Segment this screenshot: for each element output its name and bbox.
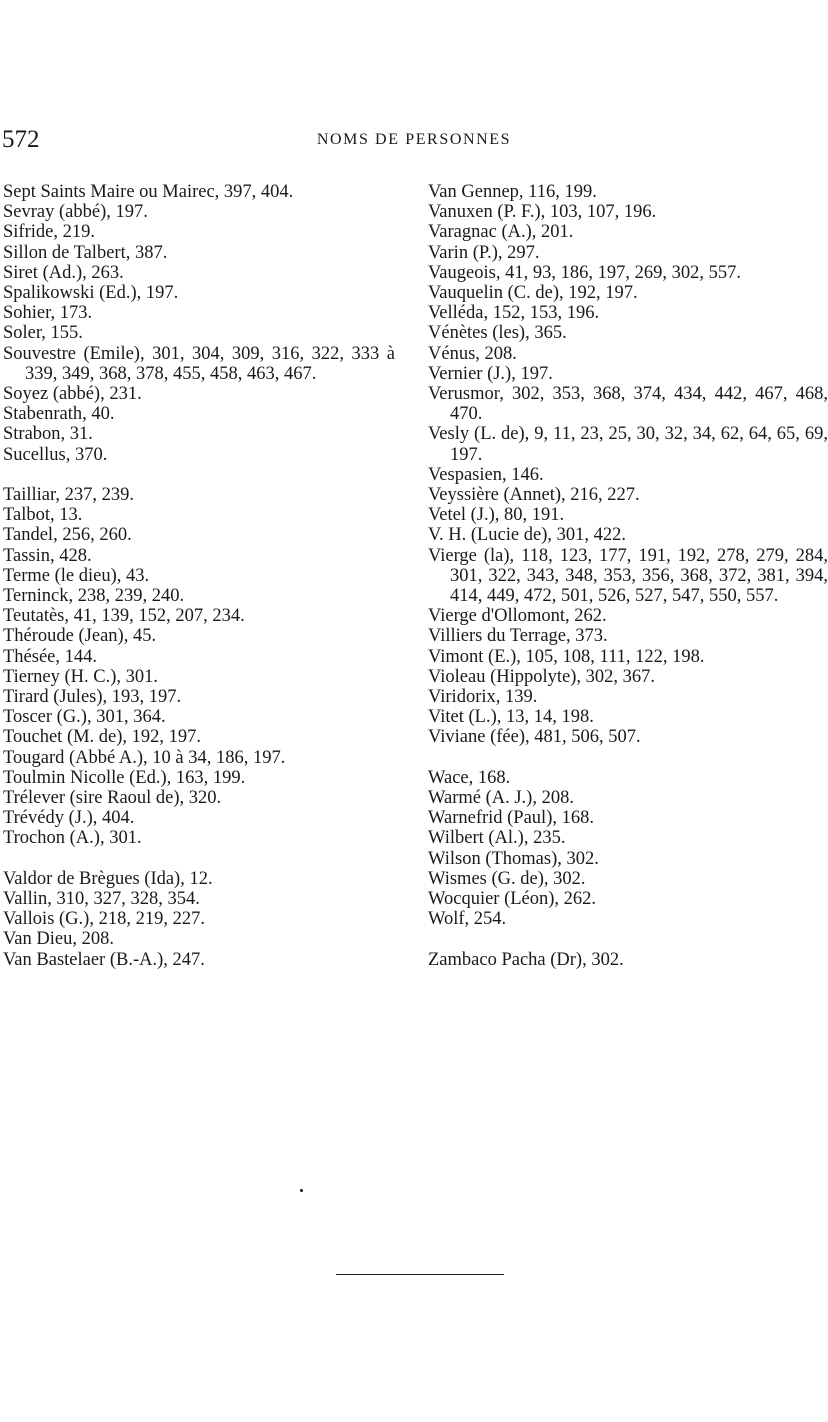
index-entry: Spalikowski (Ed.), 197. [3,283,179,304]
index-entry: Vetel (J.), 80, 191. [428,505,565,526]
index-entry: Wismes (G. de), 302. [428,868,586,889]
index-entry: Wolf, 254. [428,909,507,930]
index-entry: Wace, 168. [428,767,511,788]
index-entry: Vauquelin (C. de), 192, 197. [428,283,638,304]
letter-group-gap [3,849,395,869]
index-entry: Warmé (A. J.), 208. [428,788,574,809]
index-column-left [3,182,395,970]
index-entry: Vierge d'Ollomont, 262. [428,606,607,627]
index-entry: Valdor de Brègues (Ida), 12. [3,868,213,889]
end-rule [336,1274,504,1275]
index-entry: Trochon (A.), 301. [3,828,142,849]
index-entry: Talbot, 13. [3,505,83,526]
index-entry: Viviane (fée), 481, 506, 507. [428,727,641,748]
index-entry: Violeau (Hippolyte), 302, 367. [428,666,656,687]
index-entry: Wilbert (Al.), 235. [428,828,566,849]
page-number: 572 [2,126,40,153]
index-entry: Van Bastelaer (B.-A.), 247. [3,949,205,970]
index-entry: Van Gennep, 116, 199. [428,182,597,202]
index-entry: Sucellus, 370. [3,444,108,465]
index-entry: Viridorix, 139. [428,687,538,708]
index-entry: Toulmin Nicolle (Ed.), 163, 199. [3,767,246,788]
index-entry: Tailliar, 237, 239. [3,485,135,506]
running-title: NOMS DE PERSONNES [316,131,512,148]
index-entry: Wocquier (Léon), 262. [428,889,597,910]
index-entry: V. H. (Lucie de), 301, 422. [428,525,626,546]
index-entry: Velléda, 152, 153, 196. [428,303,600,324]
index-entry: Van Dieu, 208. [3,929,114,950]
index-entry: Teutatès, 41, 139, 152, 207, 234. [3,606,245,627]
index-entry: Souvestre (Emile), 301, 304, 309, 316, 322, 333 à 339, 349, 368, 378, 455, 458, 463, 467. [3,343,395,384]
index-entry: Trélever (sire Raoul de), 320. [3,788,222,809]
index-entry: Thésée, 144. [3,646,98,667]
index-entry: Tirard (Jules), 193, 197. [3,687,182,708]
index-entry: Vaugeois, 41, 93, 186, 197, 269, 302, 557. [428,262,741,283]
index-column-right [428,182,828,970]
letter-group-gap [3,465,395,485]
index-entry: Vénus, 208. [428,343,517,364]
index-entry: Vimont (E.), 105, 108, 111, 122, 198. [428,646,705,667]
index-entry: Warnefrid (Paul), 168. [428,808,594,829]
index-entry: Veyssière (Annet), 216, 227. [428,485,640,506]
index-entry: Vanuxen (P. F.), 103, 107, 196. [428,202,657,223]
index-entry: Sevray (abbé), 197. [3,202,148,223]
index-entry: Wilson (Thomas), 302. [428,848,599,869]
index-entry: Terninck, 238, 239, 240. [3,586,185,607]
index-entry: Vespasien, 146. [428,464,544,485]
index-entry: Verusmor, 302, 353, 368, 374, 434, 442, 467, 468, 470. [428,384,828,425]
index-entry: Toscer (G.), 301, 364. [3,707,166,728]
index-entry: Tougard (Abbé A.), 10 à 34, 186, 197. [3,747,286,768]
index-entry: Vernier (J.), 197. [428,363,553,384]
index-entry: Sept Saints Maire ou Mairec, 397, 404. [3,182,294,202]
index-entry: Soler, 155. [3,323,83,344]
index-entry: Sohier, 173. [3,303,93,324]
index-entry: Strabon, 31. [3,424,93,445]
index-entry: Villiers du Terrage, 373. [428,626,608,647]
index-entry: Tierney (H. C.), 301. [3,666,159,687]
index-entry: Siret (Ad.), 263. [3,262,124,283]
index-entry: Terme (le dieu), 43. [3,565,150,586]
index-entry: Trévédy (J.), 404. [3,808,135,829]
index-entry: Touchet (M. de), 192, 197. [3,727,202,748]
letter-group-gap [428,748,828,768]
index-entry: Soyez (abbé), 231. [3,384,142,405]
letter-group-gap [428,930,828,950]
index-entry: Vitet (L.), 13, 14, 198. [428,707,594,728]
stray-mark [300,1189,303,1192]
index-entry: Sifride, 219. [3,222,95,243]
index-entry: Tandel, 256, 260. [3,525,132,546]
index-entry: Vénètes (les), 365. [428,323,567,344]
index-entry: Sillon de Talbert, 387. [3,242,168,263]
index-entry: Vierge (la), 118, 123, 177, 191, 192, 278, 279, 284, 301, 322, 343, 348, 353, 356, 368, 372, 381, 394, 414, 449, 472, 501, 526, 527, 547, 550, 557. [428,545,828,607]
index-entry: Vallin, 310, 327, 328, 354. [3,889,200,910]
index-entry: Vesly (L. de), 9, 11, 23, 25, 30, 32, 34, 62, 64, 65, 69, 197. [428,424,828,465]
index-entry: Tassin, 428. [3,545,92,566]
index-entry: Stabenrath, 40. [3,404,115,425]
index-entry: Varagnac (A.), 201. [428,222,574,243]
index-entry: Vallois (G.), 218, 219, 227. [3,909,205,930]
index-entry: Varin (P.), 297. [428,242,540,263]
index-entry: Zambaco Pacha (Dr), 302. [428,949,624,970]
index-entry: Théroude (Jean), 45. [3,626,157,647]
